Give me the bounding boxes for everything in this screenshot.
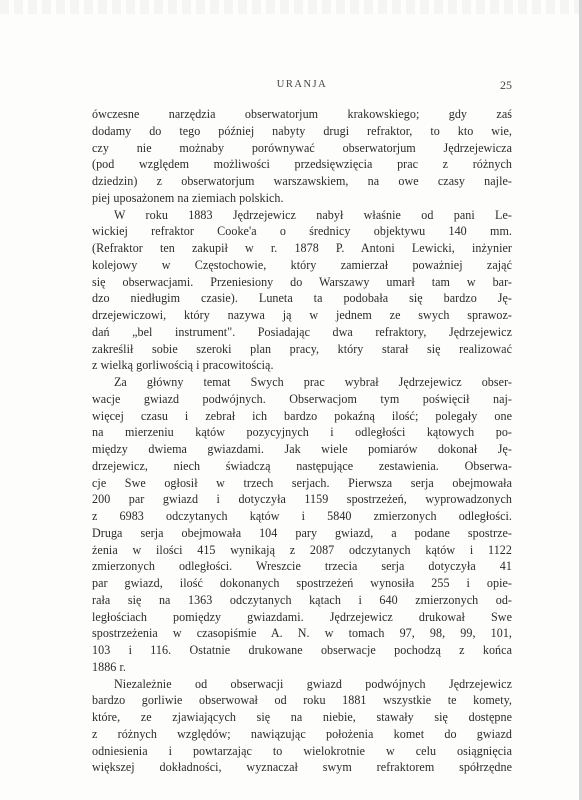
text-line: wacje gwiazd podwójnych. Obserwacjom tym poświęcił naj-: [92, 391, 512, 406]
text-line: ówczesne narzędzia obserwatorjum krakowskiego; gdy zaś: [92, 107, 512, 121]
paragraph-3: [92, 374, 512, 676]
text-line: Za główny temat Swych prac wybrał Jędrzejewicz obser-: [114, 375, 512, 389]
text-line: cje Swe ogłosił w trzech serjach. Pierwsza serja obejmowała: [92, 475, 512, 490]
text-line: z wielką gorliwością i pracowitością.: [92, 358, 274, 373]
text-line: 103 i 116. Ostatnie drukowane obserwacje pochodzą z końca: [92, 643, 512, 657]
paragraph-1: [92, 106, 512, 207]
text-line: 200 par gwiazd i dotyczyła 1159 spostrzeżeń, wyprowadzonych: [92, 492, 512, 507]
text-line: drzejewiczowi, który nazywa ją w jednem ze swych sprawoz-: [92, 308, 512, 322]
text-line: bardzo gorliwie obserwował od roku 1881 wszystkie te komety,: [92, 693, 512, 708]
text-line: między dwiema gwiazdami. Jak wiele pomiarów dokonał Ję-: [92, 442, 512, 456]
paragraph-4: [92, 676, 512, 777]
text-line: spostrzeżenia w czasopiśmie A. N. w tomach 97, 98, 99, 101,: [92, 626, 512, 641]
text-line: odniesienia i powtarzając to wielokrotnie w celu osiągnięcia: [92, 743, 512, 758]
text-line: żenia w ilości 415 wynikają z 2087 odczytanych kątów i 1122: [92, 542, 512, 557]
text-line: (pod względem możliwości przedsięwzięcia prac z różnych: [92, 157, 512, 172]
text-line: Druga serja obejmowała 104 pary gwiazd, a podane spostrze-: [92, 525, 512, 540]
text-line: dodamy do tego później nabyty drugi refraktor, to kto wie,: [92, 123, 512, 138]
text-line: się obserwacjami. Przeniesiony do Warszawy umarł tam w bar-: [92, 274, 512, 289]
text-line: dzo niedługim czasie). Luneta ta podobała się bardzo Ję-: [92, 291, 512, 306]
body-text: [92, 106, 512, 776]
paragraph-2: [92, 207, 512, 375]
text-line: na mierzeniu kątów pozycyjnych i odległości kątowych po-: [92, 425, 512, 440]
text-line: 1886 r.: [92, 659, 126, 674]
text-line: z różnych względów; nawiązując położenia komet do gwiazd: [92, 726, 512, 741]
text-line: dań „bel instrument". Posiadając dwa refraktory, Jędrzejewicz: [92, 324, 512, 339]
text-line: zmierzonych odległości. Wreszcie trzecia serja dotyczyła 41: [92, 559, 512, 574]
text-line: czy nie możnaby porównywać obserwatorjum Jędrzejewicza: [92, 140, 512, 155]
text-line: rała się na 1363 odczytanych kątach i 640 zmierzonych od-: [92, 592, 512, 607]
page-header: [92, 79, 512, 95]
text-line: z 6983 odczytanych kątów i 5840 zmierzonych odległości.: [92, 509, 512, 523]
text-line: które, ze zjawiających się na niebie, stawały się dostępne: [92, 710, 512, 724]
running-head: URANJA: [276, 79, 328, 90]
text-line: drzejewicz, niech świadczą następujące zestawienia. Obserwa-: [92, 458, 512, 473]
page-number: 25: [500, 78, 512, 92]
text-line: kolejowy w Częstochowie, który zamierzał poważniej zająć: [92, 257, 512, 272]
text-line: par gwiazd, ilość dokonanych spostrzeżeń wynosiła 255 i opie-: [92, 576, 512, 590]
text-line: Niezależnie od obserwacji gwiazd podwójnych Jędrzejewicz: [114, 676, 512, 691]
text-line: piej uposażonem na ziemiach polskich.: [92, 190, 284, 205]
text-line: więcej czasu i zebrał ich bardzo pokaźną ilość; polegały one: [92, 408, 512, 423]
text-line: większej dokładności, wyznaczał swym refraktorem spółrzędne: [92, 760, 512, 775]
text-line: W roku 1883 Jędrzejewicz nabył właśnie od pani Le-: [114, 207, 512, 222]
text-line: wickiej refraktor Cooke'a o średnicy objektywu 140 mm.: [92, 224, 512, 239]
text-line: dziedzin) z obserwatorjum warszawskiem, na owe czasy najle-: [92, 174, 512, 188]
text-line: zakreślił sobie szeroki plan pracy, który starał się realizować: [92, 341, 512, 356]
scan-top-edge: [0, 0, 582, 14]
text-line: (Refraktor ten zakupił w r. 1878 P. Antoni Lewicki, inżynier: [92, 241, 512, 255]
text-line: ległościach pomiędzy gwiazdami. Jędrzejewicz drukował Swe: [92, 609, 512, 624]
